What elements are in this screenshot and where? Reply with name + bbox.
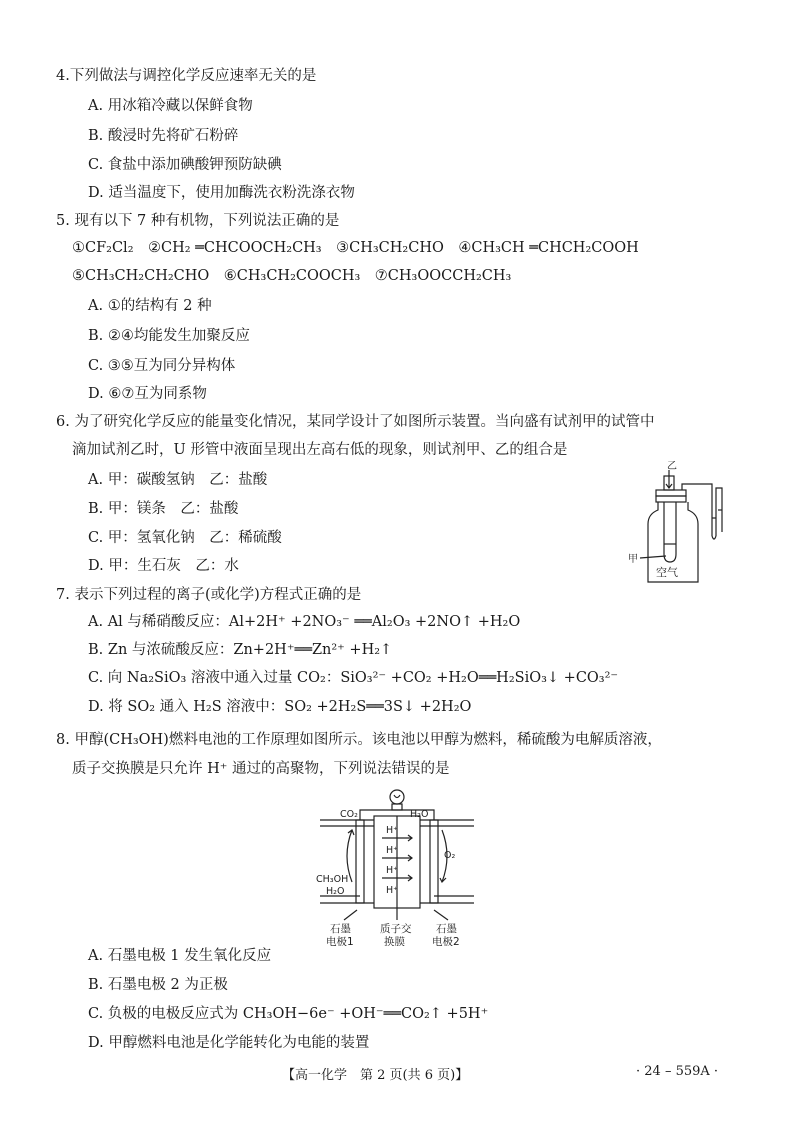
q4-option-b: B. 酸浸时先将矿石粉碎 [88, 128, 239, 144]
q8-label-hplus-1: H⁺ [386, 825, 399, 836]
q8-fuel-cell-figure [312, 786, 482, 946]
q7-option-c: C. 向 Na₂SiO₃ 溶液中通入过量 CO₂：SiO₃²⁻ +CO₂ +H₂O══H₂SiO₃↓ +CO₃²⁻ [88, 670, 619, 686]
q8-label-electrode2-line1: 石墨 [436, 923, 457, 935]
q6-apparatus-figure [626, 458, 736, 588]
q8-label-hplus-3: H⁺ [386, 865, 399, 876]
q8-label-ch3oh: CH₃OH [316, 874, 349, 885]
q8-label-hplus-2: H⁺ [386, 845, 399, 856]
q7-option-b: B. Zn 与浓硫酸反应：Zn+2H⁺══Zn²⁺ +H₂↑ [88, 642, 393, 658]
q5-compound-list-2: ⑤CH₃CH₂CH₂CHO ⑥CH₃CH₂COOCH₃ ⑦CH₃OOCCH₂CH₃ [72, 268, 512, 284]
q8-stem-line2: 质子交换膜是只允许 H⁺ 通过的高聚物，下列说法错误的是 [72, 761, 450, 777]
q8-label-membrane-line1: 质子交 [380, 923, 412, 935]
q8-label-h2o-top: H₂O [410, 809, 429, 820]
q8-label-hplus-4: H⁺ [386, 885, 399, 896]
q6-option-a: A. 甲：碳酸氢钠 乙：盐酸 [88, 472, 268, 488]
q8-option-d: D. 甲醇燃料电池是化学能转化为电能的装置 [88, 1035, 370, 1051]
q5-option-d: D. ⑥⑦互为同系物 [88, 386, 207, 402]
q6-stem-line1: 6. 为了研究化学反应的能量变化情况，某同学设计了如图所示装置。当向盛有试剂甲的试管中 [56, 414, 655, 430]
q5-option-b: B. ②④均能发生加聚反应 [88, 328, 250, 344]
q8-option-b: B. 石墨电极 2 为正极 [88, 977, 228, 993]
q6-stem-line2: 滴加试剂乙时，U 形管中液面呈现出左高右低的现象，则试剂甲、乙的组合是 [72, 442, 568, 458]
q6-option-b: B. 甲：镁条 乙：盐酸 [88, 501, 239, 517]
q8-label-o2: O₂ [444, 850, 456, 861]
q4-option-a: A. 用冰箱冷藏以保鲜食物 [88, 98, 253, 114]
q8-stem-line1: 8. 甲醇(CH₃OH)燃料电池的工作原理如图所示。该电池以甲醇为燃料，稀硫酸为电解质溶液， [56, 732, 662, 748]
q4-stem: 4.下列做法与调控化学反应速率无关的是 [56, 68, 317, 84]
q5-option-a: A. ①的结构有 2 种 [88, 298, 212, 314]
page-footer-code: · 24 – 559A · [636, 1064, 719, 1079]
q4-option-d: D. 适当温度下，使用加酶洗衣粉洗涤衣物 [88, 185, 355, 201]
q5-option-c: C. ③⑤互为同分异构体 [88, 358, 236, 374]
q6-label-air: 空气 [656, 566, 678, 579]
q7-option-a: A. Al 与稀硝酸反应：Al+2H⁺ +2NO₃⁻ ══Al₂O₃ +2NO↑ +H₂O [88, 614, 521, 630]
q6-label-yi: 乙 [667, 461, 677, 472]
q4-option-c: C. 食盐中添加碘酸钾预防缺碘 [88, 157, 282, 173]
q6-option-d: D. 甲：生石灰 乙：水 [88, 558, 239, 574]
q8-label-electrode2-line2: 电极2 [432, 936, 460, 946]
q6-option-c: C. 甲：氢氧化钠 乙：稀硫酸 [88, 530, 282, 546]
q8-label-membrane-line2: 换膜 [384, 936, 405, 946]
q6-label-jia: 甲 [628, 554, 638, 565]
q7-option-d: D. 将 SO₂ 通入 H₂S 溶液中：SO₂ +2H₂S══3S↓ +2H₂O [88, 699, 472, 715]
q8-label-co2: CO₂ [340, 809, 358, 820]
q8-label-electrode1-line1: 石墨 [330, 923, 351, 935]
page-footer-title: 【高一化学 第 2 页(共 6 页)】 [282, 1068, 469, 1083]
q8-label-electrode1-line2: 电极1 [326, 936, 354, 946]
q5-stem: 5. 现有以下 7 种有机物，下列说法正确的是 [56, 213, 340, 229]
q5-compound-list-1: ①CF₂Cl₂ ②CH₂ ═CHCOOCH₂CH₃ ③CH₃CH₂CHO ④CH₃CH ═CHCH₂COOH [72, 240, 639, 256]
q8-option-c: C. 负极的电极反应式为 CH₃OH−6e⁻ +OH⁻══CO₂↑ +5H⁺ [88, 1006, 489, 1022]
q7-stem: 7. 表示下列过程的离子(或化学)方程式正确的是 [56, 587, 362, 603]
q8-label-h2o-bottom: H₂O [326, 886, 345, 897]
q8-option-a: A. 石墨电极 1 发生氧化反应 [88, 948, 272, 964]
